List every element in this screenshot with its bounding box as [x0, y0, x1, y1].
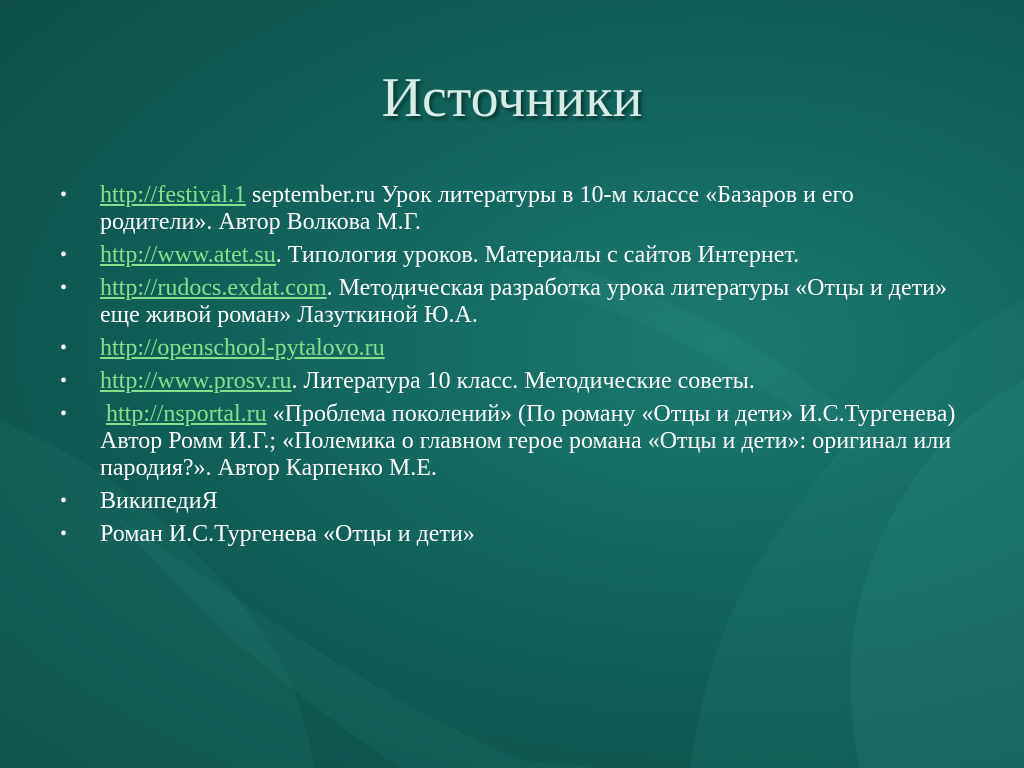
list-item: [60, 401, 960, 482]
source-link[interactable]: http://www.prosv.ru: [100, 368, 292, 394]
source-description: Роман И.С.Тургенева «Отцы и дети»: [100, 521, 475, 547]
source-link[interactable]: http://rudocs.exdat.com: [100, 275, 327, 301]
bullet-marker: •: [60, 337, 68, 359]
source-link[interactable]: http://festival.1: [100, 182, 246, 208]
list-item: [60, 242, 960, 269]
source-description: «Проблема поколений» (По роману «Отцы и дети» И.С.Тургенева) Автор Ромм И.Г.; «Полемика о главном герое романа «Отцы и дети»: оригинал или пародия?». Автор Карпенко М.Е.: [100, 401, 956, 481]
bullet-marker: •: [60, 277, 68, 299]
slide-title: Источники: [381, 67, 643, 129]
list-item: [60, 488, 960, 515]
list-item: [60, 335, 960, 362]
sources-list: [60, 182, 960, 554]
source-description: september.ru Урок литературы в 10-м классе «Базаров и его родители». Автор Волкова М.Г.: [100, 182, 854, 235]
source-description: . Литература 10 класс. Методические советы.: [291, 368, 755, 394]
list-item: [60, 275, 960, 329]
bullet-marker: •: [60, 523, 68, 545]
list-item: [60, 368, 960, 395]
source-link[interactable]: http://openschool-pytalovo.ru: [100, 335, 385, 361]
bullet-marker: •: [60, 370, 68, 392]
bullet-marker: •: [60, 490, 68, 512]
source-description: . Типология уроков. Материалы с сайтов Интернет.: [275, 242, 800, 268]
bullet-marker: •: [60, 244, 68, 266]
source-description: . Методическая разработка урока литературы «Отцы и дети» еще живой роман» Лазуткиной Ю.А.: [100, 275, 947, 328]
list-item: [60, 521, 960, 548]
source-link[interactable]: http://www.atet.su: [100, 242, 276, 268]
bullet-marker: •: [60, 403, 68, 425]
list-item: [60, 182, 960, 236]
source-description: ВикипедиЯ: [100, 488, 218, 514]
source-link[interactable]: http://nsportal.ru: [106, 401, 267, 427]
bullet-marker: •: [60, 184, 68, 206]
